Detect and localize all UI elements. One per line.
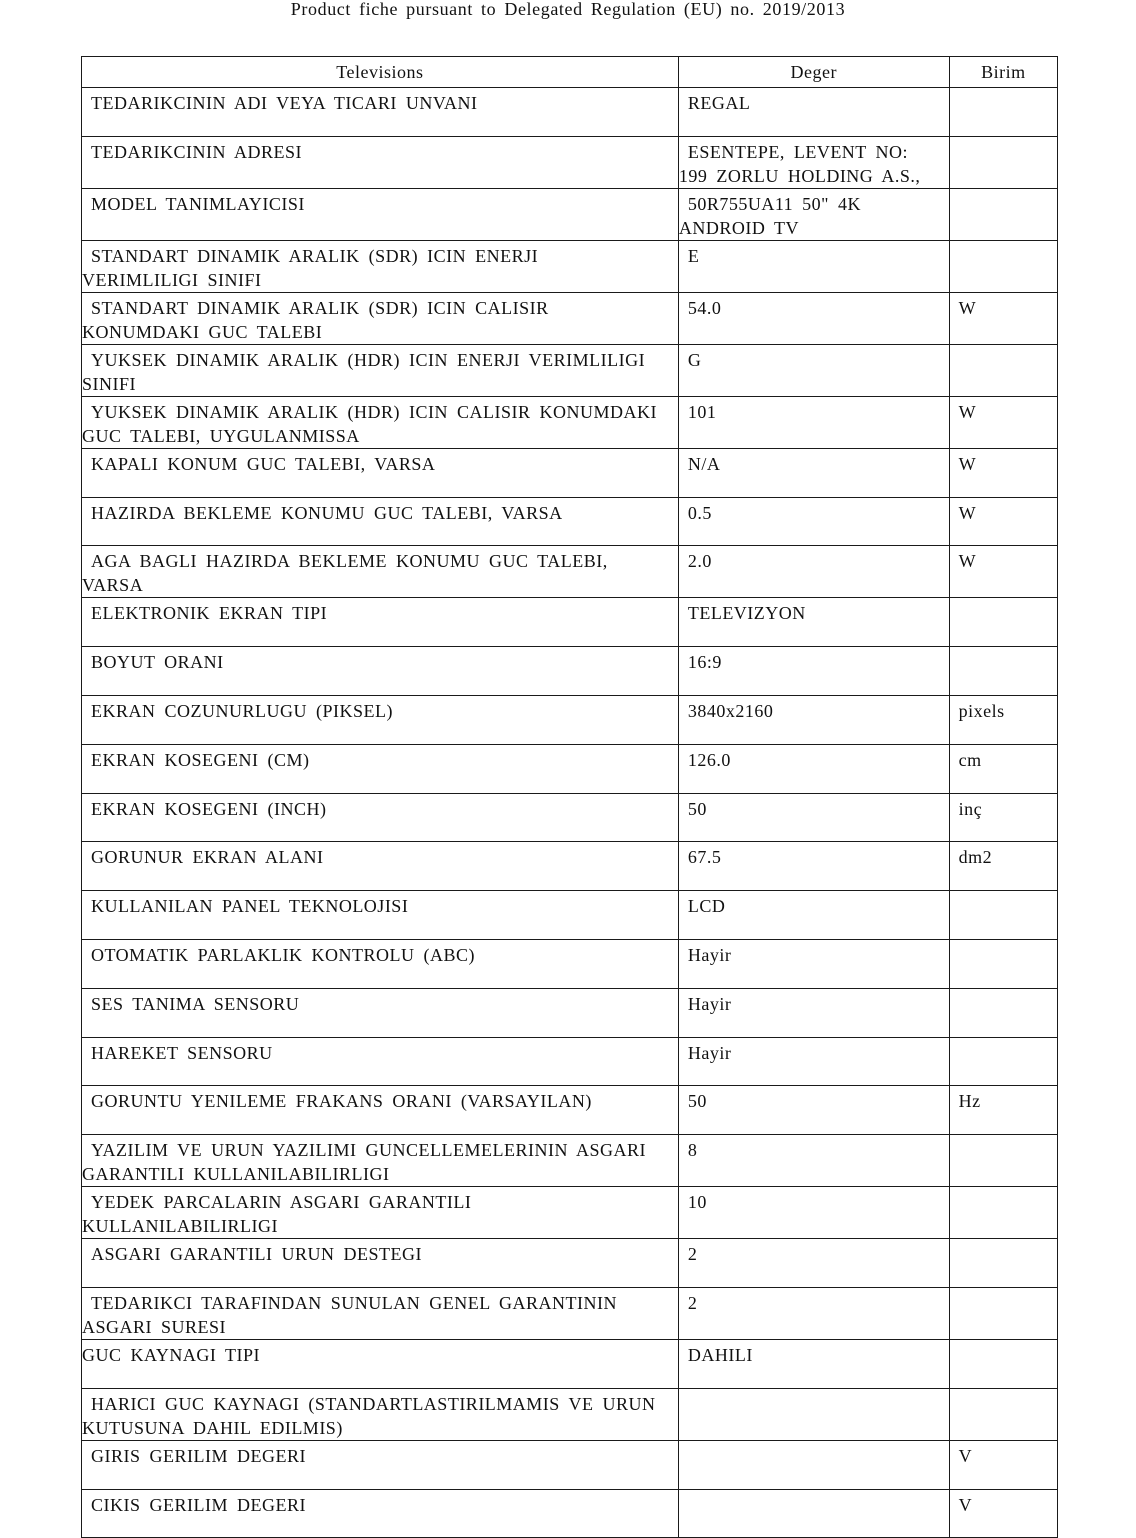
row-name-text: GUC KAYNAGI TIPI — [82, 1344, 261, 1365]
row-unit-text — [950, 647, 1057, 650]
row-name-text: KULLANILAN PANEL TEKNOLOJISI — [91, 896, 409, 917]
row-value — [678, 136, 949, 188]
row-name — [82, 88, 679, 137]
row-value — [678, 1287, 949, 1339]
table-row — [82, 546, 1058, 598]
row-name-text: AGA BAGLI HAZIRDA BEKLEME KONUMU GUC TALEBI, VARSA — [82, 551, 608, 596]
row-value-text — [679, 1441, 949, 1444]
row-value-text: Hayir — [687, 1042, 732, 1063]
table-row — [82, 793, 1058, 842]
row-name-text: TEDARIKCININ ADRESI — [91, 141, 302, 162]
row-unit-text — [950, 1038, 1057, 1041]
row-name — [82, 546, 679, 598]
row-unit — [949, 1239, 1057, 1288]
row-value — [678, 497, 949, 546]
row-value-text: 16:9 — [687, 652, 722, 673]
row-unit-text: W — [958, 453, 977, 474]
row-name — [82, 396, 679, 448]
row-name-text: YUKSEK DINAMIK ARALIK (HDR) ICIN ENERJI VERIMLILIGI SINIFI — [82, 349, 646, 394]
row-name-text: GORUNTU YENILEME FRAKANS ORANI (VARSAYILAN) — [91, 1091, 592, 1112]
row-unit-text — [950, 1187, 1057, 1190]
table-row — [82, 344, 1058, 396]
row-value-text: Hayir — [687, 944, 732, 965]
row-unit — [949, 1440, 1057, 1489]
row-name-text: YUKSEK DINAMIK ARALIK (HDR) ICIN CALISIR KONUMDAKI GUC TALEBI, UYGULANMISSA — [82, 401, 657, 446]
table-row — [82, 497, 1058, 546]
row-unit — [949, 1135, 1057, 1187]
table-row — [82, 1239, 1058, 1288]
row-value — [678, 891, 949, 940]
row-unit — [949, 891, 1057, 940]
table-row — [82, 240, 1058, 292]
row-name — [82, 647, 679, 696]
row-unit — [949, 1086, 1057, 1135]
table-row — [82, 891, 1058, 940]
row-name — [82, 344, 679, 396]
row-unit-text — [950, 891, 1057, 894]
row-value — [678, 448, 949, 497]
row-name-text: GIRIS GERILIM DEGERI — [91, 1445, 306, 1466]
row-name — [82, 1489, 679, 1538]
table-row — [82, 842, 1058, 891]
row-unit-text — [950, 1135, 1057, 1138]
row-unit-text: V — [958, 1494, 973, 1515]
table-row — [82, 1388, 1058, 1440]
row-unit — [949, 598, 1057, 647]
row-name-text: TEDARIKCININ ADI VEYA TICARI UNVANI — [91, 93, 478, 113]
row-unit-text: W — [958, 297, 977, 318]
row-name — [82, 240, 679, 292]
row-value — [678, 1489, 949, 1538]
row-name — [82, 939, 679, 988]
row-name — [82, 842, 679, 891]
row-value-text: 54.0 — [687, 297, 722, 318]
row-unit — [949, 396, 1057, 448]
row-name-text: SES TANIMA SENSORU — [91, 993, 300, 1014]
header-deger: Deger — [678, 57, 949, 88]
table-header-row — [82, 57, 1058, 88]
row-value — [678, 240, 949, 292]
row-name — [82, 988, 679, 1037]
row-unit — [949, 939, 1057, 988]
table-row — [82, 1339, 1058, 1388]
row-value-text: DAHILI — [687, 1344, 753, 1365]
row-name — [82, 136, 679, 188]
table-row — [82, 988, 1058, 1037]
table-row — [82, 1489, 1058, 1538]
row-unit — [949, 744, 1057, 793]
row-value — [678, 88, 949, 137]
row-unit-text — [950, 1288, 1057, 1291]
row-name — [82, 1135, 679, 1187]
row-unit-text — [950, 989, 1057, 992]
row-value-text — [679, 1490, 949, 1493]
row-unit-text — [950, 598, 1057, 601]
table-row — [82, 598, 1058, 647]
row-name — [82, 1440, 679, 1489]
row-unit-text — [950, 1239, 1057, 1242]
table-row — [82, 88, 1058, 137]
row-value — [678, 396, 949, 448]
document-title: Product fiche pursuant to Delegated Regulation (EU) no. 2019/2013 — [290, 0, 846, 19]
row-value — [678, 1187, 949, 1239]
row-unit — [949, 240, 1057, 292]
row-unit — [949, 793, 1057, 842]
row-unit — [949, 136, 1057, 188]
row-value-text — [679, 1389, 949, 1392]
row-unit — [949, 188, 1057, 240]
row-unit — [949, 1489, 1057, 1538]
table-row — [82, 188, 1058, 240]
row-value-text: 0.5 — [687, 502, 712, 523]
row-unit-text: W — [958, 401, 977, 422]
row-name — [82, 598, 679, 647]
row-name-text: STANDART DINAMIK ARALIK (SDR) ICIN ENERJI VERIMLILIGI SINIFI — [82, 245, 539, 290]
row-unit-text: Hz — [958, 1091, 981, 1112]
row-name-text: BOYUT ORANI — [91, 652, 224, 673]
row-name — [82, 448, 679, 497]
row-unit-text — [950, 88, 1057, 91]
row-name-text: HAZIRDA BEKLEME KONUMU GUC TALEBI, VARSA — [91, 502, 563, 523]
row-name — [82, 1037, 679, 1086]
row-unit — [949, 88, 1057, 137]
row-value-text: 3840x2160 — [687, 700, 774, 721]
row-value-text: ESENTEPE, LEVENT NO: 199 ZORLU HOLDING A.S., — [678, 141, 921, 186]
row-value — [678, 1135, 949, 1187]
row-name-text: OTOMATIK PARLAKLIK KONTROLU (ABC) — [91, 944, 475, 965]
row-unit-text — [950, 345, 1057, 348]
table-row — [82, 1287, 1058, 1339]
row-name-text: ASGARI GARANTILI URUN DESTEGI — [91, 1244, 422, 1265]
row-name — [82, 695, 679, 744]
row-value — [678, 647, 949, 696]
table-row — [82, 396, 1058, 448]
row-value — [678, 793, 949, 842]
row-name — [82, 1388, 679, 1440]
row-value — [678, 842, 949, 891]
row-unit-text: cm — [958, 749, 982, 770]
row-value-text: 126.0 — [687, 749, 731, 770]
row-unit-text — [950, 189, 1057, 192]
row-name — [82, 1339, 679, 1388]
row-unit-text — [950, 137, 1057, 140]
row-name — [82, 1187, 679, 1239]
row-unit — [949, 1187, 1057, 1239]
row-value-text: 50 — [687, 1091, 707, 1112]
row-value-text: 2.0 — [687, 551, 712, 572]
row-value-text: 50 — [687, 798, 707, 819]
row-value — [678, 1339, 949, 1388]
row-value-text: E — [687, 245, 700, 266]
row-unit — [949, 842, 1057, 891]
row-unit — [949, 1339, 1057, 1388]
row-unit — [949, 344, 1057, 396]
row-value-text: 8 — [687, 1140, 698, 1161]
row-value — [678, 1388, 949, 1440]
row-unit — [949, 695, 1057, 744]
row-value-text: 2 — [687, 1292, 698, 1313]
row-value-text: TELEVIZYON — [687, 603, 806, 624]
row-name-text: EKRAN KOSEGENI (INCH) — [91, 798, 327, 819]
row-name — [82, 188, 679, 240]
row-name — [82, 497, 679, 546]
row-value — [678, 988, 949, 1037]
product-fiche-table — [81, 56, 1058, 1538]
row-value-text: N/A — [687, 453, 721, 474]
row-name-text: EKRAN KOSEGENI (CM) — [91, 749, 310, 770]
row-value — [678, 344, 949, 396]
row-value — [678, 1037, 949, 1086]
row-value-text: 2 — [687, 1244, 698, 1265]
row-name-text: TEDARIKCI TARAFINDAN SUNULAN GENEL GARANTININ ASGARI SURESI — [82, 1292, 618, 1337]
table-row — [82, 939, 1058, 988]
row-unit-text — [950, 241, 1057, 244]
row-name-text: YEDEK PARCALARIN ASGARI GARANTILI KULLANILABILIRLIGI — [82, 1192, 472, 1237]
row-unit-text — [950, 1389, 1057, 1392]
row-value — [678, 695, 949, 744]
row-name-text: KAPALI KONUM GUC TALEBI, VARSA — [91, 453, 436, 474]
row-value-text: 67.5 — [687, 847, 722, 868]
table-row — [82, 292, 1058, 344]
table-row — [82, 136, 1058, 188]
row-name-text: CIKIS GERILIM DEGERI — [91, 1494, 306, 1515]
row-unit-text: W — [958, 502, 977, 523]
row-value — [678, 1239, 949, 1288]
row-value — [678, 292, 949, 344]
table-row — [82, 1135, 1058, 1187]
row-name — [82, 292, 679, 344]
table-row — [82, 744, 1058, 793]
row-name — [82, 1086, 679, 1135]
row-unit-text: pixels — [958, 700, 1005, 721]
row-name-text: GORUNUR EKRAN ALANI — [91, 847, 324, 868]
row-unit — [949, 1037, 1057, 1086]
row-name — [82, 744, 679, 793]
row-value — [678, 188, 949, 240]
row-unit-text: dm2 — [958, 847, 993, 868]
row-value-text: 101 — [687, 401, 717, 422]
row-name-text: ELEKTRONIK EKRAN TIPI — [91, 603, 328, 624]
row-unit — [949, 1388, 1057, 1440]
row-unit-text: inç — [958, 798, 983, 819]
table-row — [82, 448, 1058, 497]
row-unit — [949, 497, 1057, 546]
row-value — [678, 546, 949, 598]
table-row — [82, 1187, 1058, 1239]
row-value — [678, 1440, 949, 1489]
row-name-text: YAZILIM VE URUN YAZILIMI GUNCELLEMELERININ ASGARI GARANTILI KULLANILABILIRLIGI — [82, 1140, 646, 1185]
table-row — [82, 695, 1058, 744]
row-value — [678, 598, 949, 647]
row-unit — [949, 292, 1057, 344]
row-unit-text — [950, 940, 1057, 943]
row-value-text: G — [687, 349, 702, 370]
table-row — [82, 1037, 1058, 1086]
table-row — [82, 1086, 1058, 1135]
row-value-text: REGAL — [687, 93, 751, 113]
row-name — [82, 793, 679, 842]
row-value-text: LCD — [687, 896, 726, 917]
row-name-text: MODEL TANIMLAYICISI — [91, 193, 305, 214]
row-name — [82, 1287, 679, 1339]
table-row — [82, 1440, 1058, 1489]
row-unit — [949, 647, 1057, 696]
header-televisions: Televisions — [82, 57, 679, 88]
row-unit — [949, 988, 1057, 1037]
row-unit-text: W — [958, 551, 977, 572]
row-value-text: Hayir — [687, 993, 732, 1014]
row-unit-text — [950, 1340, 1057, 1343]
row-unit — [949, 448, 1057, 497]
row-unit-text: V — [958, 1445, 973, 1466]
row-value-text: 50R755UA11 50" 4K ANDROID TV — [678, 193, 862, 238]
row-value — [678, 744, 949, 793]
row-unit — [949, 1287, 1057, 1339]
row-name-text: EKRAN COZUNURLUGU (PIKSEL) — [91, 700, 393, 721]
header-birim: Birim — [949, 57, 1057, 88]
row-name-text: STANDART DINAMIK ARALIK (SDR) ICIN CALISIR KONUMDAKI GUC TALEBI — [82, 297, 549, 342]
row-value — [678, 1086, 949, 1135]
row-value-text: 10 — [687, 1192, 707, 1213]
row-name — [82, 1239, 679, 1288]
table-row — [82, 647, 1058, 696]
row-name-text: HARICI GUC KAYNAGI (STANDARTLASTIRILMAMIS VE URUN KUTUSUNA DAHIL EDILMIS) — [82, 1393, 656, 1438]
row-name — [82, 891, 679, 940]
row-name-text: HAREKET SENSORU — [91, 1042, 273, 1063]
row-unit — [949, 546, 1057, 598]
row-value — [678, 939, 949, 988]
